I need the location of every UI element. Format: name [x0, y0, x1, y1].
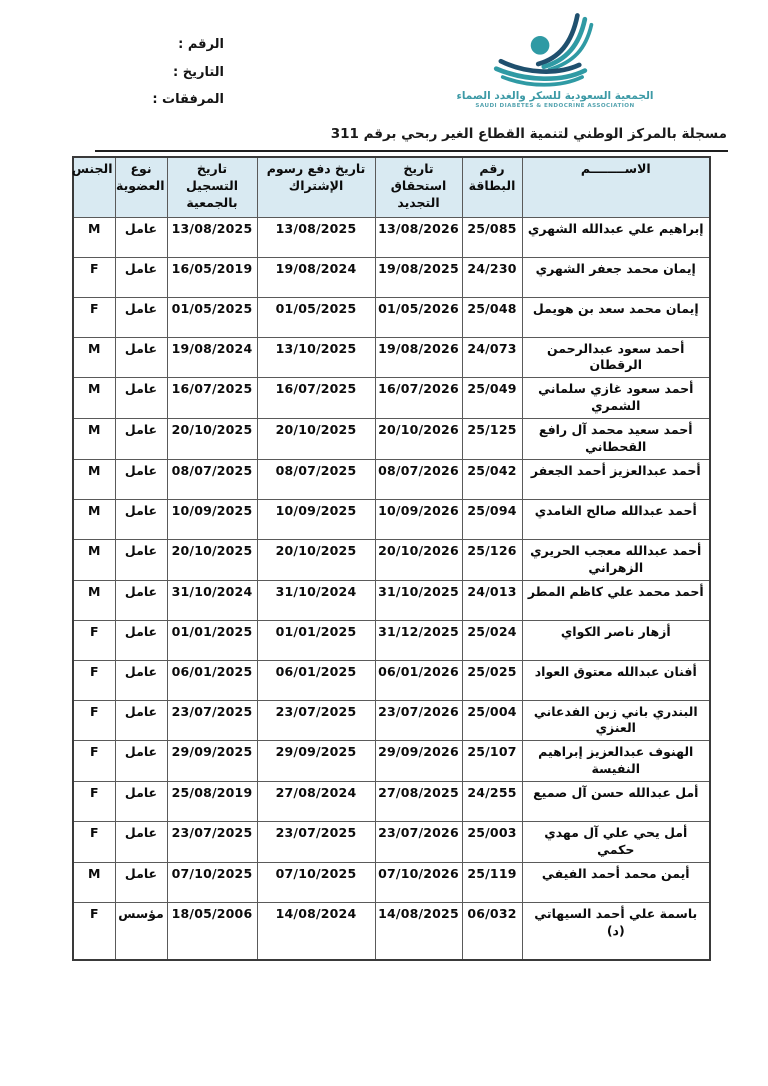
members-table: [72, 156, 711, 961]
column-header-gender: الجنس: [73, 157, 115, 217]
table-header-row: [73, 157, 710, 217]
cell-gender: F: [73, 741, 115, 782]
cell-gender: M: [73, 580, 115, 620]
cell-card: 24/230: [462, 257, 522, 297]
cell-card: 25/107: [462, 741, 522, 782]
member-row: [73, 378, 710, 419]
cell-gender: F: [73, 257, 115, 297]
logo-name-arabic: الجمعية السعودية للسكر والغدد الصماء: [456, 90, 654, 102]
cell-renewal: 06/01/2026: [375, 660, 462, 700]
cell-payment: 29/09/2025: [257, 741, 375, 782]
cell-renewal: 29/09/2026: [375, 741, 462, 782]
cell-gender: M: [73, 337, 115, 378]
cell-renewal: 14/08/2025: [375, 902, 462, 960]
cell-renewal: 20/10/2026: [375, 419, 462, 460]
cell-name: أزهار ناصر الكواي: [522, 620, 710, 660]
cell-registration: 23/07/2025: [167, 822, 257, 863]
cell-card: 24/013: [462, 580, 522, 620]
cell-registration: 16/07/2025: [167, 378, 257, 419]
member-row: [73, 337, 710, 378]
cell-registration: 20/10/2025: [167, 539, 257, 580]
cell-registration: 23/07/2025: [167, 700, 257, 741]
cell-type: عامل: [115, 297, 167, 337]
cell-renewal: 27/08/2025: [375, 782, 462, 822]
cell-renewal: 16/07/2026: [375, 378, 462, 419]
member-row: [73, 539, 710, 580]
cell-name: البندري باني زبن الفدعاني العنزي: [522, 700, 710, 741]
member-row: [73, 459, 710, 499]
divider-line: [95, 150, 728, 152]
member-row: [73, 700, 710, 741]
cell-registration: 29/09/2025: [167, 741, 257, 782]
cell-gender: F: [73, 902, 115, 960]
cell-type: عامل: [115, 337, 167, 378]
cell-renewal: 13/08/2026: [375, 217, 462, 257]
cell-gender: F: [73, 782, 115, 822]
cell-payment: 31/10/2024: [257, 580, 375, 620]
cell-type: عامل: [115, 378, 167, 419]
member-row: [73, 902, 710, 960]
cell-type: عامل: [115, 419, 167, 460]
cell-registration: 01/05/2025: [167, 297, 257, 337]
cell-type: مؤسس: [115, 902, 167, 960]
reference-fields: [138, 31, 224, 114]
cell-renewal: 07/10/2026: [375, 862, 462, 902]
cell-gender: M: [73, 378, 115, 419]
cell-type: عامل: [115, 822, 167, 863]
cell-renewal: 08/07/2026: [375, 459, 462, 499]
cell-type: عامل: [115, 539, 167, 580]
member-row: [73, 419, 710, 460]
cell-name: إبراهيم علي عبدالله الشهري: [522, 217, 710, 257]
cell-gender: M: [73, 862, 115, 902]
cell-registration: 20/10/2025: [167, 419, 257, 460]
cell-type: عامل: [115, 620, 167, 660]
cell-registration: 19/08/2024: [167, 337, 257, 378]
cell-card: 25/048: [462, 297, 522, 337]
cell-gender: M: [73, 419, 115, 460]
cell-card: 25/085: [462, 217, 522, 257]
cell-type: عامل: [115, 862, 167, 902]
cell-card: 25/126: [462, 539, 522, 580]
cell-renewal: 10/09/2026: [375, 499, 462, 539]
cell-card: 25/125: [462, 419, 522, 460]
cell-card: 25/119: [462, 862, 522, 902]
column-header-name: الاســــــــم: [522, 157, 710, 217]
cell-registration: 08/07/2025: [167, 459, 257, 499]
cell-payment: 23/07/2025: [257, 700, 375, 741]
cell-card: 25/042: [462, 459, 522, 499]
cell-name: إيمان محمد سعد بن هويمل: [522, 297, 710, 337]
ref-attachments-label: المرفقات :: [152, 92, 224, 107]
cell-name: إيمان محمد جعفر الشهري: [522, 257, 710, 297]
cell-name: أحمد سعود عبدالرحمن الرقطان: [522, 337, 710, 378]
cell-card: 24/255: [462, 782, 522, 822]
cell-card: 06/032: [462, 902, 522, 960]
cell-name: أحمد عبدالله معجب الحريري الزهراني: [522, 539, 710, 580]
cell-payment: 01/01/2025: [257, 620, 375, 660]
cell-registration: 31/10/2024: [167, 580, 257, 620]
cell-name: أحمد سعود غازي سلماني الشمري: [522, 378, 710, 419]
cell-card: 24/073: [462, 337, 522, 378]
cell-payment: 10/09/2025: [257, 499, 375, 539]
cell-gender: F: [73, 822, 115, 863]
member-row: [73, 741, 710, 782]
cell-registration: 07/10/2025: [167, 862, 257, 902]
member-row: [73, 782, 710, 822]
cell-payment: 06/01/2025: [257, 660, 375, 700]
members-table-body: [73, 217, 710, 960]
cell-card: 25/094: [462, 499, 522, 539]
cell-registration: 25/08/2019: [167, 782, 257, 822]
cell-name: أحمد سعيد محمد آل رافع القحطاني: [522, 419, 710, 460]
registration-statement: مسجلة بالمركز الوطني لتنمية القطاع الغير ربحي برقم 311: [330, 126, 727, 142]
cell-payment: 13/10/2025: [257, 337, 375, 378]
cell-type: عامل: [115, 660, 167, 700]
member-row: [73, 499, 710, 539]
member-row: [73, 257, 710, 297]
cell-payment: 20/10/2025: [257, 539, 375, 580]
cell-type: عامل: [115, 459, 167, 499]
cell-registration: 10/09/2025: [167, 499, 257, 539]
cell-payment: 16/07/2025: [257, 378, 375, 419]
cell-gender: M: [73, 499, 115, 539]
cell-type: عامل: [115, 580, 167, 620]
logo-name-english: SAUDI DIABETES & ENDOCRINE ASSOCIATION: [475, 103, 635, 109]
cell-renewal: 19/08/2026: [375, 337, 462, 378]
cell-registration: 18/05/2006: [167, 902, 257, 960]
cell-gender: F: [73, 660, 115, 700]
cell-gender: F: [73, 700, 115, 741]
cell-payment: 08/07/2025: [257, 459, 375, 499]
member-row: [73, 862, 710, 902]
member-row: [73, 822, 710, 863]
member-row: [73, 297, 710, 337]
cell-gender: M: [73, 539, 115, 580]
cell-name: أيمن محمد أحمد الفيفي: [522, 862, 710, 902]
column-header-registration: تاريخ التسجيل بالجمعية: [167, 157, 257, 217]
cell-payment: 14/08/2024: [257, 902, 375, 960]
cell-payment: 27/08/2024: [257, 782, 375, 822]
member-row: [73, 217, 710, 257]
cell-registration: 01/01/2025: [167, 620, 257, 660]
cell-payment: 23/07/2025: [257, 822, 375, 863]
cell-gender: M: [73, 217, 115, 257]
cell-payment: 07/10/2025: [257, 862, 375, 902]
member-row: [73, 660, 710, 700]
cell-type: عامل: [115, 741, 167, 782]
column-header-type: نوع العضوية: [115, 157, 167, 217]
cell-payment: 13/08/2025: [257, 217, 375, 257]
logo-swoosh-icon: [480, 8, 630, 92]
cell-renewal: 31/12/2025: [375, 620, 462, 660]
cell-type: عامل: [115, 499, 167, 539]
cell-payment: 19/08/2024: [257, 257, 375, 297]
cell-renewal: 19/08/2025: [375, 257, 462, 297]
cell-renewal: 01/05/2026: [375, 297, 462, 337]
cell-card: 25/049: [462, 378, 522, 419]
column-header-payment: تاريخ دفع رسوم الإشتراك: [257, 157, 375, 217]
ref-date-label: التاريخ :: [173, 64, 224, 80]
cell-registration: 13/08/2025: [167, 217, 257, 257]
cell-type: عامل: [115, 700, 167, 741]
ref-number-label: الرقم :: [178, 37, 224, 52]
cell-name: أمل يحي علي آل مهدي حكمي: [522, 822, 710, 863]
member-row: [73, 580, 710, 620]
cell-gender: F: [73, 297, 115, 337]
column-header-renewal: تاريخ استحقاق التجديد: [375, 157, 462, 217]
cell-card: 25/025: [462, 660, 522, 700]
cell-type: عامل: [115, 217, 167, 257]
column-header-card: رقم البطاقة: [462, 157, 522, 217]
cell-renewal: 31/10/2025: [375, 580, 462, 620]
cell-name: باسمة علي أحمد السيهاتي (د): [522, 902, 710, 960]
cell-card: 25/024: [462, 620, 522, 660]
cell-type: عامل: [115, 257, 167, 297]
cell-name: أحمد عبدالعزيز أحمد الجعفر: [522, 459, 710, 499]
cell-name: أمل عبدالله حسن آل صميع: [522, 782, 710, 822]
cell-name: أفنان عبدالله معتوق العواد: [522, 660, 710, 700]
member-row: [73, 620, 710, 660]
cell-card: 25/003: [462, 822, 522, 863]
cell-name: أحمد عبدالله صالح الغامدي: [522, 499, 710, 539]
cell-card: 25/004: [462, 700, 522, 741]
cell-registration: 16/05/2019: [167, 257, 257, 297]
cell-payment: 01/05/2025: [257, 297, 375, 337]
cell-renewal: 23/07/2026: [375, 700, 462, 741]
cell-type: عامل: [115, 782, 167, 822]
cell-gender: F: [73, 620, 115, 660]
cell-renewal: 20/10/2026: [375, 539, 462, 580]
cell-name: الهنوف عبدالعزيز إبراهيم النفيسة: [522, 741, 710, 782]
association-logo: [455, 8, 655, 109]
cell-renewal: 23/07/2026: [375, 822, 462, 863]
cell-gender: M: [73, 459, 115, 499]
cell-payment: 20/10/2025: [257, 419, 375, 460]
cell-registration: 06/01/2025: [167, 660, 257, 700]
cell-name: أحمد محمد علي كاظم المطر: [522, 580, 710, 620]
